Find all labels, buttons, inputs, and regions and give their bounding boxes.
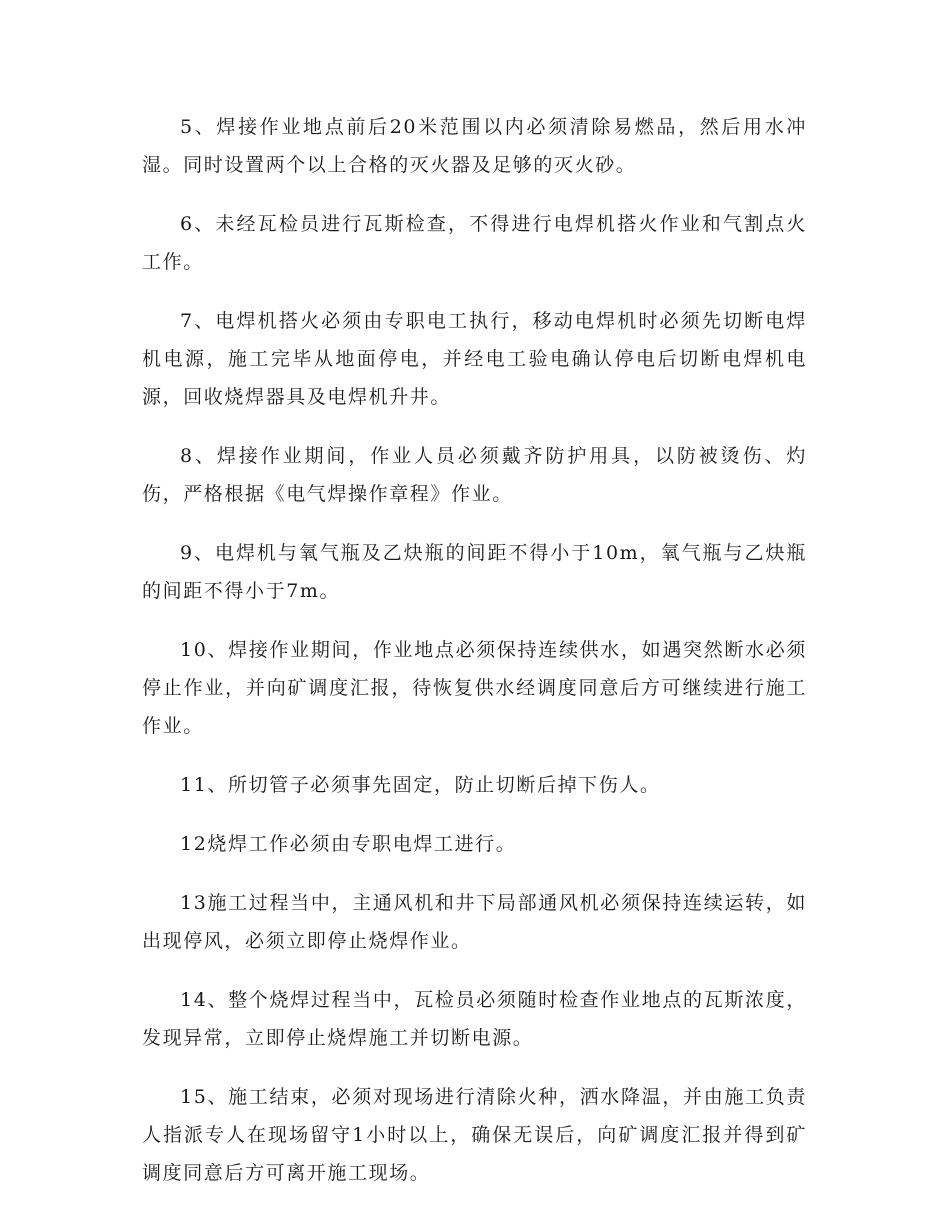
paragraph-item-12: 12烧焊工作必须由专职电焊工进行。: [180, 833, 517, 855]
paragraph-item-6: 6、未经瓦检员进行瓦斯检查，不得进行电焊机搭火作业和气割点火工作。: [142, 213, 807, 273]
paragraph-item-14: 14、整个烧焊过程当中，瓦检员必须随时检查作业地点的瓦斯浓度，发现异常，立即停止烧焊施工并切断电源。: [142, 989, 807, 1049]
paragraph-item-11: 11、所切管子必须事先固定，防止切断后掉下伤人。: [180, 774, 661, 796]
paragraph-item-15: 15、施工结束，必须对现场进行清除火种，洒水降温，并由施工负责人指派专人在现场留守1小时以上，确保无误后，向矿调度汇报并得到矿调度同意后方可离开施工现场。: [142, 1086, 807, 1184]
paragraph-item-9: 9、电焊机与氧气瓶及乙炔瓶的间距不得小于10m，氧气瓶与乙炔瓶的间距不得小于7m。: [142, 542, 807, 602]
paragraph-item-13: 13施工过程当中，主通风机和井下局部通风机必须保持连续运转，如出现停风，必须立即停止烧焊作业。: [142, 892, 807, 952]
paragraph-item-8: 8、焊接作业期间，作业人员必须戴齐防护用具，以防被烫伤、灼伤，严格根据《电气焊操作章程》作业。: [142, 445, 807, 505]
paragraph-item-5: 5、焊接作业地点前后20米范围以内必须清除易燃品，然后用水冲湿。同时设置两个以上合格的灭火器及足够的灭火砂。: [142, 116, 807, 176]
paragraph-item-10: 10、焊接作业期间，作业地点必须保持连续供水，如遇突然断水必须停止作业，并向矿调度汇报，待恢复供水经调度同意后方可继续进行施工作业。: [142, 639, 807, 737]
document-body: [142, 108, 807, 1213]
paragraph-item-7: 7、电焊机搭火必须由专职电工执行，移动电焊机时必须先切断电焊机电源，施工完毕从地面停电，并经电工验电确认停电后切断电焊机电源，回收烧焊器具及电焊机升井。: [142, 310, 807, 408]
